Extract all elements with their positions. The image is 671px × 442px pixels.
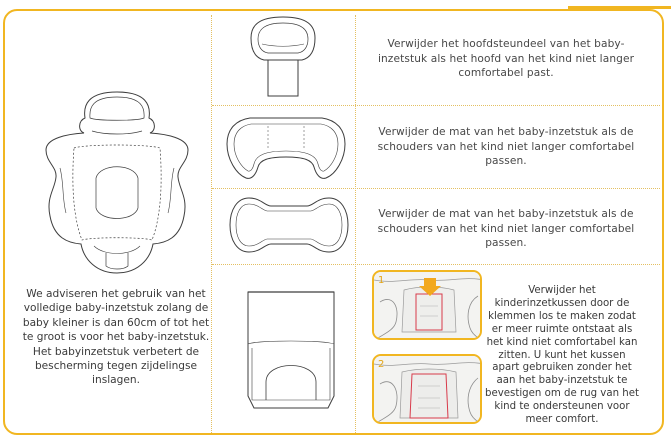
full-insert-icon [26, 88, 208, 278]
advice-text: We adviseren het gebruik van het volledige baby-inzetstuk zolang de baby kleiner is dan 60cm of tot het te groot is voor het baby-inzetstuk. Het babyinzetstuk verbetert de bescherming tegen zijdelingse inslagen. [22, 288, 210, 387]
column-divider-right [355, 15, 356, 433]
headrest-icon [245, 14, 321, 100]
step-2-number: 2 [378, 359, 385, 370]
shoulder-mat-instruction-2: Verwijder de mat van het baby-inzetstuk als de schouders van het kind niet langer comfortabel passen. [377, 208, 635, 249]
step-2-photo [372, 354, 482, 424]
top-accent-tab [568, 0, 671, 9]
step-1-number: 1 [378, 275, 385, 286]
insert-removal-text: Verwijder het kinderinzetkussen door de klemmen los te maken zodat er meer ruimte ontstaat als het kind niet comfortabel kan zitten. U kunt het kussen apart gebruiken zonder het aan het baby-inzetstuk te bevestigen om de rug van het kind te ondersteunen voor meer comfort. [485, 285, 639, 426]
row-divider-3 [212, 264, 660, 265]
shoulder-mat-icon [224, 114, 348, 182]
seat-cushion-icon [238, 278, 344, 426]
row-divider-1 [212, 105, 660, 106]
bone-pad-icon [227, 194, 351, 256]
row-divider-2 [212, 188, 660, 189]
headrest-instruction: Verwijder het hoofdsteundeel van het baby-inzetstuk als het hoofd van het kind niet langer comfortabel past. [377, 38, 635, 79]
step-1-photo [372, 270, 482, 340]
shoulder-mat-instruction: Verwijder de mat van het baby-inzetstuk als de schouders van het kind niet langer comfortabel passen. [377, 126, 635, 167]
